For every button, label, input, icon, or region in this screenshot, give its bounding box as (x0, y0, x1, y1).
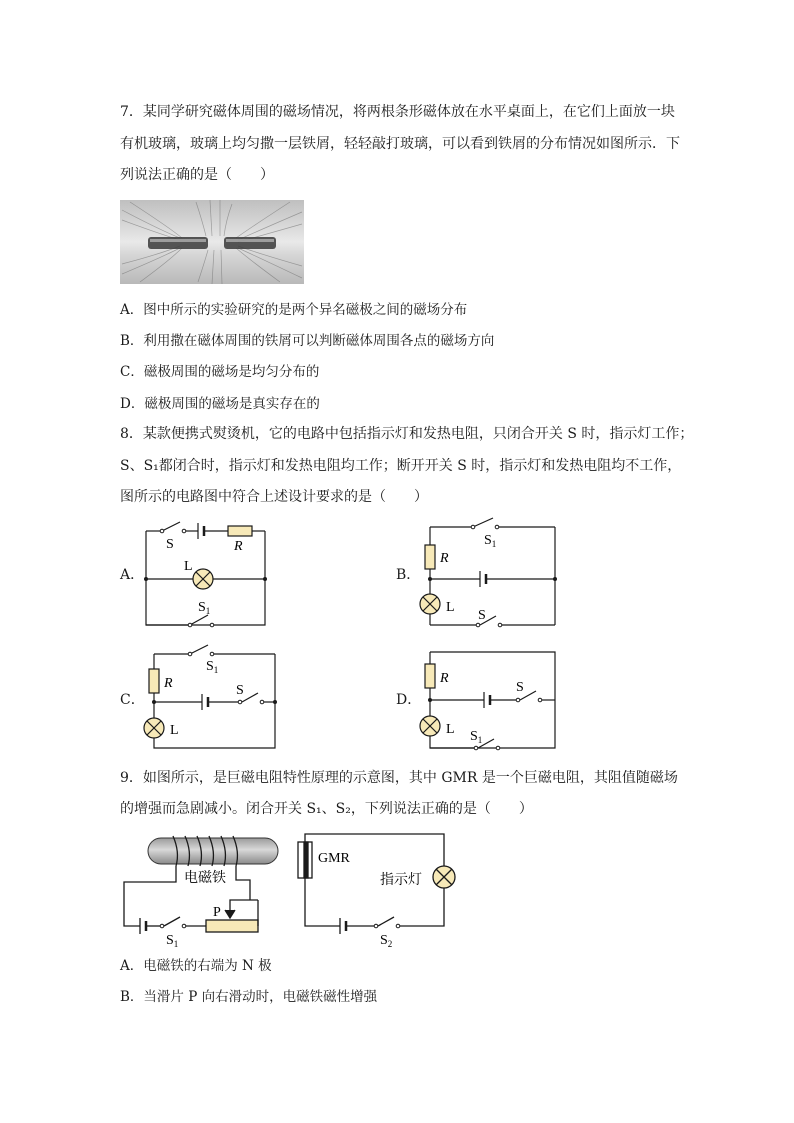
circuit-a-label: A． (120, 567, 145, 583)
slider-p-label: P (213, 905, 221, 920)
q9-line-2: 的增强而急剧减小。闭合开关 S₁、S₂，下列说法正确的是（ ） (120, 801, 533, 817)
switch-s1-label: $S_1$ (484, 533, 497, 549)
q9-option-b: B．当滑片 P 向右滑动时，电磁铁磁性增强 (120, 989, 378, 1005)
switch-s1-label: $S_1$ (206, 659, 219, 675)
resistor-r-label: R (234, 539, 243, 554)
switch-s-label: S (478, 608, 486, 623)
lamp-l-label: L (446, 722, 455, 737)
switch-s1-label: $S_1$ (470, 729, 483, 745)
q7-line-2: 有机玻璃，玻璃上均匀撒一层铁屑，轻轻敲打玻璃，可以看到铁屑的分布情况如图所示．下 (120, 136, 680, 152)
q9-line-1: 9．如图所示，是巨磁电阻特性原理的示意图，其中 GMR 是一个巨磁电阻，其阻值随磁场 (120, 770, 678, 786)
q8-line-2: S、S₁都闭合时，指示灯和发热电阻均工作；断开开关 S 时，指示灯和发热电阻均不工作， (120, 458, 682, 474)
circuit-c-label: C． (120, 692, 145, 708)
q7-line-1: 7．某同学研究磁体周围的磁场情况，将两根条形磁体放在水平桌面上，在它们上面放一块 (120, 104, 675, 120)
q7-option-c: C．磁极周围的磁场是均匀分布的 (120, 364, 320, 380)
gmr-diagram (118, 830, 464, 948)
switch-s1-label: $S_1$ (166, 933, 179, 948)
lamp-l-label: L (170, 723, 179, 738)
circuit-c-diagram (142, 640, 282, 755)
switch-s-label: S (166, 537, 174, 552)
resistor-r-label: R (440, 671, 449, 686)
lamp-l-label: L (446, 600, 455, 615)
circuit-b-label: B． (396, 567, 421, 583)
switch-s-label: S (236, 683, 244, 698)
switch-s1-label: $S_1$ (198, 600, 211, 616)
q7-option-a: A．图中所示的实验研究的是两个异名磁极之间的磁场分布 (120, 302, 468, 318)
circuit-d-label: D． (396, 692, 422, 708)
q9-option-a: A．电磁铁的右端为 N 极 (120, 958, 272, 974)
switch-s2-label: $S_2$ (380, 933, 393, 948)
circuit-b-diagram (418, 515, 563, 630)
switch-s-label: S (516, 680, 524, 695)
q8-line-3: 图所示的电路图中符合上述设计要求的是（ ） (120, 489, 428, 505)
iron-filings-photo (120, 200, 304, 284)
resistor-r-label: R (440, 551, 449, 566)
q8-line-1: 8．某款便携式熨烫机，它的电路中包括指示灯和发热电阻，只闭合开关 S 时，指示灯工作； (120, 426, 694, 442)
electromagnet-label: 电磁铁 (184, 871, 226, 886)
resistor-r-label: R (164, 676, 173, 691)
indicator-lamp-label: 指示灯 (380, 873, 422, 888)
lamp-l-label: L (184, 559, 193, 574)
gmr-label: GMR (318, 851, 350, 866)
q7-line-3: 列说法正确的是（ ） (120, 167, 274, 183)
circuit-d-diagram (418, 640, 563, 755)
q7-option-d: D．磁极周围的磁场是真实存在的 (120, 396, 320, 412)
circuit-a-diagram (140, 515, 275, 630)
q7-option-b: B．利用撒在磁体周围的铁屑可以判断磁体周围各点的磁场方向 (120, 333, 495, 349)
